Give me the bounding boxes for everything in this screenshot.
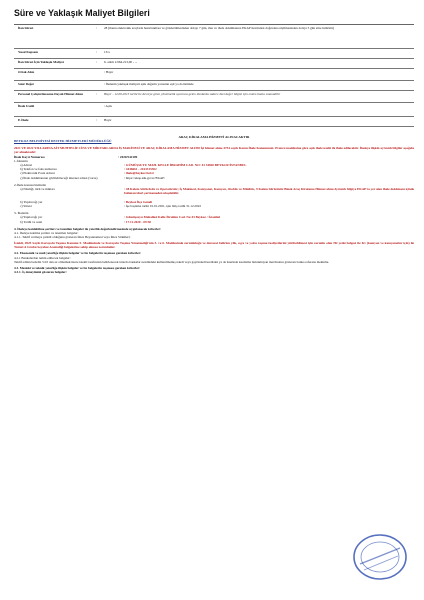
section-1-heading: 1-İdarenin [14,158,28,163]
license-requirement: İstekli, 4925 Sayılı Karayolu Taşıma Kanunu 5. Maddesinde ve Karayolu Taşıma Yönetmeliği'nin 5. ve 6. Maddesinde zorunluluğu ve derecesi belirlen yük, eşya ve yolcu taşıma faaliyetlerini yürütebilmesi için zorunlu olan H2 yetki belgesi ile K1 (kamyon ve kamyonetler için) ile Turuzi A Grubu Seyahat Acenteliği belgelerine sahip olması zorunludur. [14,241,414,250]
section-title: Süre ve Yaklaşık Maliyet Bilgileri [14,8,150,18]
bank-requirement: Teklif edilen bedelin %10 dan az olmamak üzere istekli tarafından belirlenecek tutarda bankalar nezdindeki kullanılmamış nakdi veya gayrinakdi kredisini ya da üzerinde kısıtlama bulunmayan mevduatını gösteren banka referans mektubu. [14,259,330,264]
row-value: 13/a [104,50,110,55]
tender-row: b) Tarihi ve saati : 17.11.2020 - 09:30 [20,219,152,224]
info-row [14,81,414,91]
info-row: E-İhale : Hayır [14,117,414,127]
admin-row: ç) İhale dokümanının görülebileceği internet adresi (varsa) : https://ekap.kik.gov.tr/EKAP/ [20,175,165,180]
service-row: c) Süresi : İşe başlama tarihi 01.01.2021, işin bitiş tarihi 31.12.2022 [20,204,202,209]
service-row: a) Niteliği, türü ve miktarı : 48 Kalem Sürücüsüz ve Operatörsüz; İş Makinesi, Kamyonet, Kamyon, Otobüs ve Minibüs, 9 Kalem Sürücüsüz Binek Araç Kiralama Hizmet alımı Ayrıntılı bilgiye EKAP'ta yer alan ihale dokümanı içinde bulunan idari şartnameden ulaşılabilir. [20,186,415,196]
info-row: İlan Süresi : 28 (ilanın elektronik araçlarla hazırlanması ve gönderilmesinden dolayı 7 gün, ilan ve ihale dokümanına EKAP üzerinden doğrudan erişilmesinden dolayı 5 gün süre indirimi) [14,25,414,49]
tender-row: a) Yapılacağı yer : Gümüşsuyu Mahallesi Kelle İbrahim Cad. No:43 Beykoz / İstanbul [20,215,221,220]
institution-seal [350,530,410,584]
institution-heading: BEYKOZ BELEDİYESİ DESTEK HİZMETLERİ MÜDÜRLÜĞÜ [14,139,112,144]
row-value: Hayır [104,118,112,123]
section-4-2-1: 4.2.1 Bankalardan temin edilecek belgeler: [14,255,71,260]
section-4-1: 4.1. İhaleye katılma şartları ve istenilen belgeler: [14,230,79,235]
row-label: İlan Süresi [18,26,34,31]
row-label: Sınır Değer [18,82,35,87]
info-row [14,69,414,81]
ikn-row: İhale Kayıt Numarası : 2020/542109 [14,154,138,159]
service-row: b) Yapılacağı yer : Beykoz İlçe Geneli [20,199,153,204]
row-label: Yasal Kapsam [18,50,39,55]
row-value: : Hayır [104,70,114,75]
section-3-heading: 3- İhalenin [14,211,29,216]
notice-heading: ARAÇ KİRALAMA HİZMETİ ALINACAKTIR [178,135,250,139]
section-4-3: 4.3. Mesleki ve teknik yeterliğe ilişkin belgeler ve bu belgelerin taşıması gereken kriterler: [14,265,141,270]
row-label: İlan Süresi İçin Yaklaşık Maliyet [18,60,64,65]
notice-intro: 2021 VE 2022 YILLARINA AİT MUHTELİF CİNS VE MİKTARLARDA İŞ MAKİNESİ VE ARAÇ KİRALAMA HİZMET ALIMI İşi hizmet alımı 4734 sayılı Kamu İhale Kanununun 19 uncu maddesine göre açık ihale usulü ile ihale edilecektir. İhaleye ilişkin ayrıntılı bilgiler aşağıda yer almaktadır: [14,145,414,154]
admin-row: a) Adresi : GÜMÜŞSUYU MAH. KELLE İBRAHİM CAD. NO: 43 34820 BEYKOZ/İSTANBUL [20,163,247,168]
row-label: Personel Çalıştırılmasına Dayalı Hizmet Alımı [18,92,84,97]
section-4-heading: 4. İhaleye katılabilme şartları ve istenilen belgeler ile yeterlik değerlendirmesinde uygulanacak kriterler: [14,226,162,231]
info-row: Yasal Kapsam : 13/a [14,49,414,59]
row-label: Ortak Alım [18,70,35,75]
admin-row: b) Telefon ve faks numarası : 4446661 - 2163315302 [20,167,157,172]
admin-row: c) Elektronik Posta Adresi : ihale@beykoz.bel.tr [20,171,155,176]
row-value: : İhalenin yaklaşık maliyeti eşik değerin yarısının eşit ya da üstünde [104,82,194,87]
row-value: 28 (ilanın elektronik araçlarla hazırlanması ve gönderilmesinden dolayı 7 gün, ilan ve ihale dokümanına EKAP üzerinden doğrudan erişilmesinden dolayı 5 gün süre indirimi) [104,26,334,31]
section-4-3-1: 4.3.1. İş deneyimini gösteren belgeler: [14,270,67,275]
info-row [14,103,414,117]
info-row: İlan Süresi İçin Yaklaşık Maliyet : 6. adım 2.964.213,00 - ... [14,59,414,69]
row-label: İhale Usulü [18,104,35,109]
section-2-heading: 2-İhale konusu hizmetin [14,182,47,187]
info-row: Personel Çalıştırılmasına Dayalı Hizmet Alımı : Hayır - 12.06.2015 tarihi ile devreye giren yönetmelik uyarınca gelen ilanlarda sadece özet değer bilgisi için evden ilanla sınanabilir [14,91,414,103]
section-4-1-1: 4.1.1. Teklif vermeye yetkili olduğunu gösteren İmza Beyannamesi veya İmza Sirküleri; [14,235,131,239]
row-value: : Açık [104,104,112,109]
info-table [14,24,414,127]
row-label: E-İhale [18,118,29,123]
row-value: 6. adım 2.964.213,00 - ... [104,60,138,65]
section-4-2: 4.2. Ekonomik ve mali yeterliğe ilişkin belgeler ve bu belgelerin taşıması gereken kriterler: [14,251,142,256]
row-value: Hayır - 12.06.2015 tarihi ile devreye giren yönetmelik uyarınca gelen ilanlarda sadece özet değer bilgisi için evden ilanla sınanabilir [104,92,281,97]
